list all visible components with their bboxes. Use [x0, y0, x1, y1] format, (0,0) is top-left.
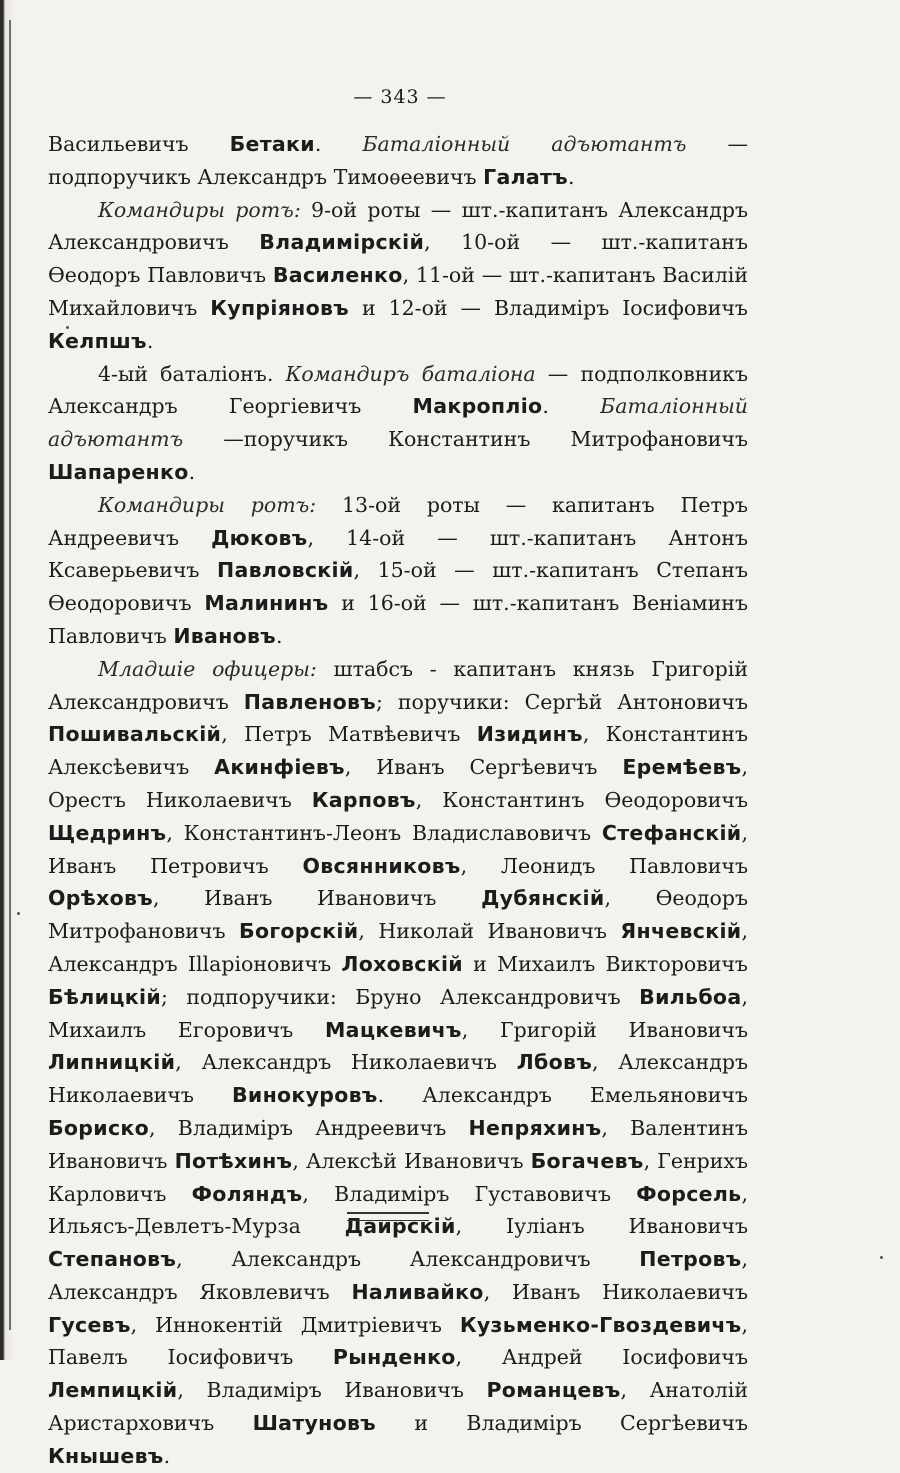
text-run: , Константинъ Ѳеодоровичъ — [415, 787, 748, 812]
text-run: , Александръ Николаевичъ — [48, 1050, 748, 1108]
text-run: , Петръ Матвѣевичъ — [221, 722, 477, 747]
officer-surname: Малининъ — [204, 591, 329, 616]
officer-surname: Щедринъ — [48, 820, 167, 845]
paragraph — [48, 653, 748, 1473]
text-run: , Леонидъ Павловичъ — [460, 853, 748, 878]
text-run: . — [276, 623, 283, 648]
text-run: , Ѳеодоръ Митрофановичъ — [48, 886, 748, 944]
text-run: , Іуліанъ Ивановичъ — [455, 1214, 748, 1239]
text-run: , Андрей Іосифовичъ — [455, 1345, 748, 1370]
text-run: , Павелъ Іосифовичъ — [48, 1312, 748, 1370]
text-run: — подполковникъ Александръ Георгіевичъ — [48, 361, 748, 419]
paragraph — [48, 194, 748, 358]
section-label: Младшіе офицеры: — [98, 656, 317, 681]
paragraph — [48, 358, 748, 489]
section-end-rule — [347, 1212, 429, 1221]
officer-surname: Форсель — [636, 1181, 742, 1206]
officer-surname: Дюковъ — [211, 525, 308, 550]
officer-surname: Непряхинъ — [468, 1115, 602, 1140]
scan-speck — [880, 1256, 883, 1259]
text-run: , Григорій Ивановичъ — [461, 1017, 748, 1042]
officer-surname: Акинфіевъ — [214, 755, 345, 780]
text-run: , Александръ Illаріоновичъ — [48, 919, 748, 976]
text-run: и 12-ой — Владиміръ Іосифовичъ — [349, 295, 748, 320]
officer-surname: Изидинъ — [476, 722, 583, 747]
scan-speck — [17, 912, 20, 915]
text-run: . — [146, 328, 154, 353]
text-run: 13-ой роты — капитанъ Петръ Андреевичъ — [48, 492, 748, 550]
text-run: , Константинъ Алексѣевичъ — [48, 722, 748, 780]
text-run: , Михаилъ Егоровичъ — [48, 984, 748, 1042]
officer-surname: Фоляндъ — [191, 1181, 303, 1206]
section-label: Баталіонный адъютантъ — [48, 394, 748, 452]
text-run: , Иннокентій Дмитріевичъ — [130, 1312, 460, 1337]
officer-surname: Владимірскій — [259, 230, 425, 255]
page-number: — 343 — — [353, 86, 447, 108]
officer-surname: Карповъ — [311, 787, 416, 812]
text-run: . — [314, 132, 363, 156]
officer-surname: Наливайко — [351, 1279, 484, 1304]
text-run: , Генрихъ Карловичъ — [48, 1148, 749, 1206]
text-run: ; поручики: Сергѣй Антоновичъ — [375, 689, 748, 714]
officer-surname: Винокуровъ — [231, 1083, 378, 1108]
text-run: , Алексѣй Ивановичъ — [292, 1148, 531, 1173]
officer-surname: Павленовъ — [243, 689, 376, 714]
officer-surname: Янчевскій — [620, 919, 742, 944]
text-run: Васильевичъ — [48, 132, 230, 156]
officer-surname: Степановъ — [48, 1247, 177, 1272]
scan-border-line — [9, 20, 11, 1330]
text-run: , 14-ой — шт.-капитанъ Антонъ Ксаверьевичъ — [48, 525, 748, 583]
text-run: . — [542, 394, 601, 419]
officer-surname: Павловскій — [217, 558, 354, 583]
text-run: , Владиміръ Густавовичъ — [302, 1181, 637, 1206]
text-run: и 16-ой — шт.-капитанъ Веніаминъ Павловичъ — [48, 591, 748, 648]
officer-surname: Макропліо — [412, 394, 543, 419]
officer-surname: Шатуновъ — [252, 1411, 376, 1436]
section-label: Командиры ротъ: — [98, 197, 301, 222]
text-run: и Владиміръ Сергѣевичъ — [376, 1411, 749, 1436]
text-run: ; подпоручики: Бруно Александровичъ — [161, 984, 640, 1009]
officer-surname: Дубянскій — [481, 886, 605, 911]
text-run: , Валентинъ Ивановичъ — [48, 1115, 748, 1173]
text-run: , Николай Ивановичъ — [358, 919, 621, 944]
text-run: , Орестъ Николаевичъ — [48, 755, 748, 812]
officer-surname: Кузьменко-Гвоздевичъ — [459, 1312, 742, 1337]
officer-surname: Галатъ — [483, 164, 568, 189]
officer-surname: Орѣховъ — [48, 886, 153, 911]
text-run: , 15-ой — шт.-капитанъ Степанъ Ѳеодоровичъ — [48, 558, 748, 616]
officer-surname: Рынденко — [332, 1345, 456, 1370]
officer-surname: Даирскій — [344, 1214, 456, 1239]
officer-surname: Шапаренко — [48, 459, 189, 484]
officer-surname: Богорскій — [239, 919, 359, 944]
officer-surname: Лоховскій — [341, 951, 463, 976]
text-run: , 10-ой — шт.-капитанъ Ѳеодоръ Павловичъ — [48, 230, 748, 288]
text-run: , Александръ Александровичъ — [176, 1247, 640, 1272]
text-run: . — [188, 459, 196, 484]
text-run: , Ильясъ-Девлетъ-Мурза — [48, 1181, 748, 1239]
officer-surname: Келпшъ — [48, 328, 147, 353]
text-run: . Александръ Емельяновичъ — [377, 1083, 748, 1108]
page-binding-edge — [0, 0, 14, 1360]
officer-surname: Бетаки — [229, 132, 315, 156]
officer-surname: Бориско — [48, 1115, 149, 1140]
text-run: , Иванъ Петровичъ — [48, 820, 748, 878]
officer-surname: Пошивальскій — [48, 722, 222, 747]
body-text — [48, 128, 748, 1473]
officer-surname: Гусевъ — [48, 1312, 131, 1337]
officer-surname: Вильбоа — [639, 984, 742, 1009]
officer-surname: Лбовъ — [516, 1050, 593, 1075]
officer-surname: Лемпицкій — [48, 1378, 178, 1403]
officer-surname: Еремѣевъ — [622, 755, 742, 780]
officer-surname: Потѣхинъ — [174, 1148, 293, 1173]
text-run: штабсъ - капитанъ князь Григорій Александровичъ — [48, 656, 748, 714]
officer-surname: Романцевъ — [486, 1378, 621, 1403]
text-run: , 11-ой — шт.-капитанъ Василій Михайловичъ — [48, 263, 748, 320]
officer-surname: Овсянниковъ — [302, 853, 461, 878]
text-run: 9-ой роты — шт.-капитанъ Александръ Александровичъ — [48, 197, 748, 255]
text-run: , Анатолій Аристарховичъ — [48, 1378, 748, 1436]
text-run: , Иванъ Ивановичъ — [152, 886, 482, 911]
text-run: , Александръ Яковлевичъ — [48, 1247, 748, 1304]
text-run: , Константинъ-Леонъ Владиславовичъ — [166, 820, 602, 845]
section-label: Командиры ротъ: — [98, 492, 317, 517]
officer-surname: Богачевъ — [530, 1148, 644, 1173]
text-run: —поручикъ Константинъ Митрофановичъ — [183, 427, 748, 452]
officer-surname: Мацкевичъ — [324, 1017, 462, 1042]
text-run: . — [163, 1443, 171, 1468]
text-run: , Иванъ Николаевичъ — [483, 1279, 748, 1304]
text-run: и Михаилъ Викторовичъ — [462, 951, 748, 976]
text-run: , Владиміръ Ивановичъ — [177, 1378, 487, 1403]
text-run: 4-ый баталіонъ. — [98, 361, 286, 386]
officer-surname: Бѣлицкій — [48, 984, 161, 1009]
officer-surname: Купріяновъ — [210, 295, 349, 320]
paragraph — [48, 489, 748, 653]
officer-surname: Кнышевъ — [48, 1443, 164, 1468]
officer-surname: Стефанскій — [601, 820, 742, 845]
officer-surname: Ивановъ — [173, 623, 277, 648]
text-run: , Владиміръ Андреевичъ — [149, 1115, 469, 1140]
text-run: — подпоручикъ Александръ Тимоѳеевичъ — [48, 132, 748, 189]
officer-surname: Василенко — [272, 263, 403, 288]
text-run: . — [567, 164, 575, 189]
officer-surname: Липницкій — [48, 1050, 176, 1075]
section-label: Баталіонный адъютантъ — [362, 132, 687, 156]
text-run: , Александръ Николаевичъ — [175, 1050, 517, 1075]
text-run: , Иванъ Сергѣевичъ — [344, 755, 623, 780]
officer-surname: Петровъ — [639, 1247, 742, 1272]
paragraph — [48, 128, 748, 194]
section-label: Командиръ баталіона — [285, 361, 536, 386]
